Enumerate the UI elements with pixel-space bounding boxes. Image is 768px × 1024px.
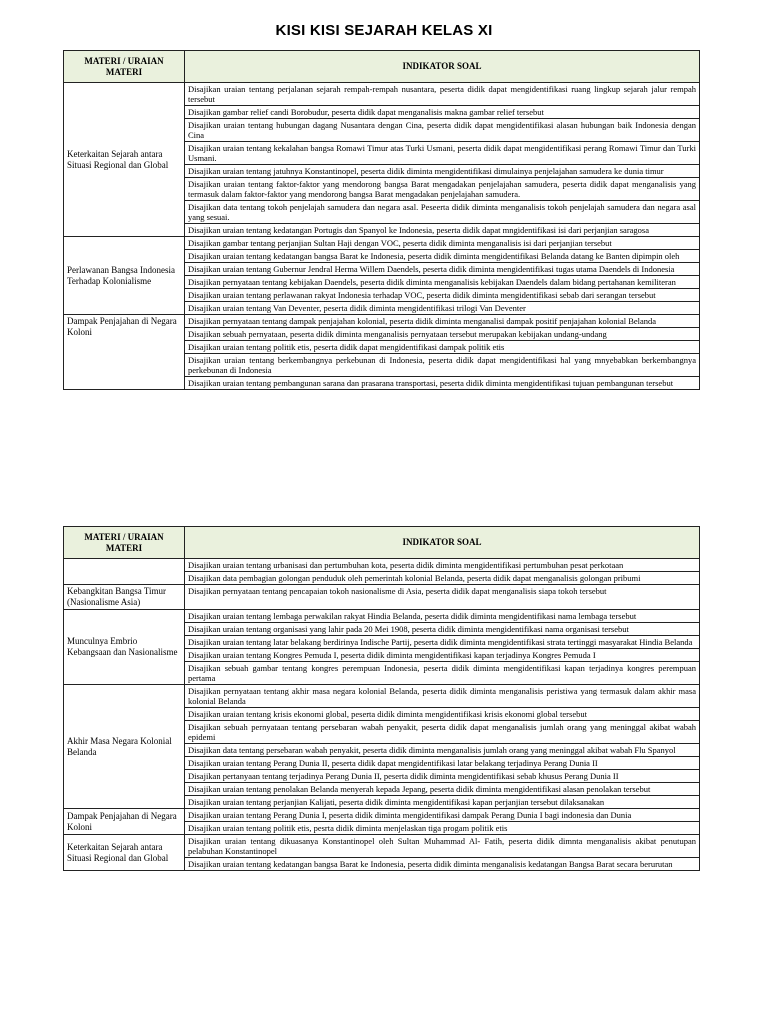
indikator-cell: Disajikan uraian tentang organisasi yang lahir pada 20 Mei 1908, peserta didik diminta mengidentifikasi nama organisasi tersebut [185,623,700,636]
table-row [64,610,700,623]
indikator-cell: Disajikan uraian tentang pembangunan sarana dan prasarana transportasi, peserta didik diminta mengidentifikasi tujuan pembangunan tersebut [185,377,700,390]
indikator-cell: Disajikan uraian tentang Gubernur Jendral Herma Willem Daendels, peserta didik diminta mengidentifikasi tugas utama Daendels di Indonesia [185,263,700,276]
materi-cell: Dampak Penjajahan di Negara Koloni [64,809,185,835]
indikator-cell: Disajikan uraian tentang perjanjian Kalijati, peserta didik diminta mengidentifikasi kapan perjanjian tersebut dilaksanakan [185,796,700,809]
indikator-cell: Disajikan pernyataan tentang akhir masa negara kolonial Belanda, peserta didik diminta menganalisis peristiwa yang termasuk dalam akhir masa kolonial Belanda [185,685,700,708]
materi-cell: Munculnya Embrio Kebangsaan dan Nasionalisme [64,610,185,685]
indikator-cell: Disajikan pernyataan tentang pencapaian tokoh nasionalisme di Asia, peserta didik dapat menganalisis siapa tokoh tersebut [185,585,700,610]
indikator-cell: Disajikan pernyataan tentang dampak penjajahan kolonial, peserta didik diminta menganalisi dampak positif penjajahan kolonial Belanda [185,315,700,328]
kisi-table-2 [63,526,700,871]
indikator-cell: Disajikan uraian tentang latar belakang berdirinya Indische Partij, peserta didik diminta mengidentifikasi strata tertinggi masyarakat Hindia Belanda [185,636,700,649]
indikator-cell: Disajikan uraian tentang kedatangan bangsa Barat ke Indonesia, peserta didik diminta mengidentifikasi Belanda datang ke Banten dipimpin oleh [185,250,700,263]
page-title: KISI KISI SEJARAH KELAS XI [275,22,493,39]
table-header-row [64,51,700,83]
indikator-cell: Disajikan pertanyaan tentang terjadinya Perang Dunia II, peserta didik diminta mengidentifikasi sebab khusus Perang Dunia II [185,770,700,783]
indikator-cell: Disajikan uraian tentang jatuhnya Konstantinopel, peserta didik diminta mengidentifikasi dimulainya penjelajahan samudera ke dunia timur [185,165,700,178]
indikator-cell: Disajikan uraian tentang perlawanan rakyat Indonesia terhadap VOC, peserta didik diminta mengidentifikasi sebab dari serangan tersebut [185,289,700,302]
table-row [64,83,700,106]
header-materi: MATERI / URAIAN MATERI [64,51,185,83]
indikator-cell: Disajikan uraian tentang faktor-faktor yang mendorong bangsa Barat mengadakan penjelajahan samudera, peserta didik dapat menganalisis yang termasuk dalam faktor-faktor yang mendorong bangsa Barat mengadakan penjelajahan samudera. [185,178,700,201]
table-row [64,685,700,708]
indikator-cell: Disajikan uraian tentang dikuasanya Konstantinopel oleh Sultan Muhammad Al- Fatih, peserta didik dimnta menganalisis akibat penutupan pelabuhan Konstantinopel [185,835,700,858]
indikator-cell: Disajikan uraian tentang Kongres Pemuda I, peserta didik diminta mengidentifikasi kapan terjadinya Kongres Pemuda I [185,649,700,662]
indikator-cell: Disajikan uraian tentang penolakan Belanda menyerah kepada Jepang, peserta didik diminta mengidentifikasi alasan penolakan tersebut [185,783,700,796]
table-row [64,237,700,250]
indikator-cell: Disajikan data tentang tokoh penjelajah samudera dan negara asal. Peseerta didik diminta menganalisis tokoh penjelajah samudera dan negara asal yang sesuai. [185,201,700,224]
indikator-cell: Disajikan gambar relief candi Borobudur, peserta didik dapat menganalisis makna gambar relief tersebut [185,106,700,119]
indikator-cell: Disajikan sebuah pernyataan, peserta didik diminta menganalisis pernyataan tersebut merupakan kebijakan undang-undang [185,328,700,341]
materi-cell: Dampak Penjajahan di Negara Koloni [64,315,185,390]
header-indikator: INDIKATOR SOAL [185,527,700,559]
indikator-cell: Disajikan uraian tentang perjalanan sejarah rempah-rempah nusantara, peserta didik dapat mengidentifikasi ruang lingkup sejarah jalur rempah tersebut [185,83,700,106]
indikator-cell: Disajikan gambar tentang perjanjian Sultan Haji dengan VOC, peserta didik diminta menganalisis isi dari perjanjian tersebut [185,237,700,250]
table-header-row [64,527,700,559]
header-materi: MATERI / URAIAN MATERI [64,527,185,559]
indikator-cell: Disajikan uraian tentang Van Deventer, peserta didik diminta mengidentifikasi trilogi Van Deventer [185,302,700,315]
indikator-cell: Disajikan uraian tentang kekalahan bangsa Romawi Timur atas Turki Usmani, peserta didik dapat mengidentifikasi perang Romawi Timur dan Turki Usmani. [185,142,700,165]
indikator-cell: Disajikan uraian tentang kedatangan Portugis dan Spanyol ke Indonesia, peserta didik dapat mngidentifikasi isi dari perjanjian saragosa [185,224,700,237]
indikator-cell: Disajikan pernyataan tentang kebijakan Daendels, peserta didik diminta menganalisis kebijakan Daendels dalam bidang pertahanan kemiliteran [185,276,700,289]
table-row [64,835,700,858]
indikator-cell: Disajikan uraian tentang lembaga perwakilan rakyat Hindia Belanda, peserta didik diminta mengidentifikasi nama lembaga tersebut [185,610,700,623]
materi-cell: Akhir Masa Negara Kolonial Belanda [64,685,185,809]
indikator-cell: Disajikan uraian tentang berkembangnya perkebunan di Indonesia, peserta didik dapat mengidentifikasi hal yang mnyebabkan berkembangnya perkebunan di Indonesia [185,354,700,377]
materi-cell: Keterkaitan Sejarah antara Situasi Regional dan Global [64,835,185,871]
header-indikator: INDIKATOR SOAL [185,51,700,83]
indikator-cell: Disajikan uraian tentang krisis ekonomi global, peserta didik diminta mengidentifikasi krisis ekonomi global tersebut [185,708,700,721]
indikator-cell: Disajikan uraian tentang kedatangan bangsa Barat ke Indonesia, peserta didik diminta menganalisis kedatangan Bangsa Barat secara berurutan [185,858,700,871]
indikator-cell: Disajikan uraian tentang Perang Dunia I, peserta didik diminta mengidentifikasi dampak Perang Dunia I bagi indonesia dan Dunia [185,809,700,822]
table-row [64,559,700,572]
table-row [64,809,700,822]
indikator-cell: Disajikan data pembagian golongan penduduk oleh pemerintah kolonial Belanda, peserta didik dapat menganalisis golongan pribumi [185,572,700,585]
materi-cell: Kebangkitan Bangsa Timur (Nasionalisme Asia) [64,585,185,610]
indikator-cell: Disajikan data tentang persebaran wabah penyakit, peserta didik diminta menganalisis jumlah orang yang meninggal akibat wabah Flu Spanyol [185,744,700,757]
kisi-table-1 [63,50,700,390]
indikator-cell: Disajikan sebuah gambar tentang kongres perempuan Indonesia, peserta didik diminta mengidentifikasi kapan terjadinya kongres perempuan pertama [185,662,700,685]
materi-cell [64,559,185,585]
table-row [64,585,700,610]
indikator-cell: Disajikan uraian tentang hubungan dagang Nusantara dengan Cina, peserta didik dapat mengidentifikasi alasan hubungan baik Indonesia dengan Cina [185,119,700,142]
indikator-cell: Disajikan uraian tentang urbanisasi dan pertumbuhan kota, peserta didik diminta mengidentifikasi pertumbuhan pesat perkotaan [185,559,700,572]
indikator-cell: Disajikan uraian tentang politik etis, pesrta didik diminta menjelaskan tiga progam politik etis [185,822,700,835]
indikator-cell: Disajikan uraian tentang politik etis, peserta didik dapat mengidentifikasi dampak politik etis [185,341,700,354]
materi-cell: Keterkaitan Sejarah antara Situasi Regional dan Global [64,83,185,237]
indikator-cell: Disajikan sebuah pernyataan tentang persebaran wabah penyakit, peserta didik dapat menganalisis jumlah orang yang meninggal akibat wabah epidemi [185,721,700,744]
indikator-cell: Disajikan uraian tentang Perang Dunia II, peserta didik dapat mengidentifikasi latar belakang terjadinya Perang Dunia II [185,757,700,770]
materi-cell: Perlawanan Bangsa Indonesia Terhadap Kolonialisme [64,237,185,315]
table-row [64,315,700,328]
